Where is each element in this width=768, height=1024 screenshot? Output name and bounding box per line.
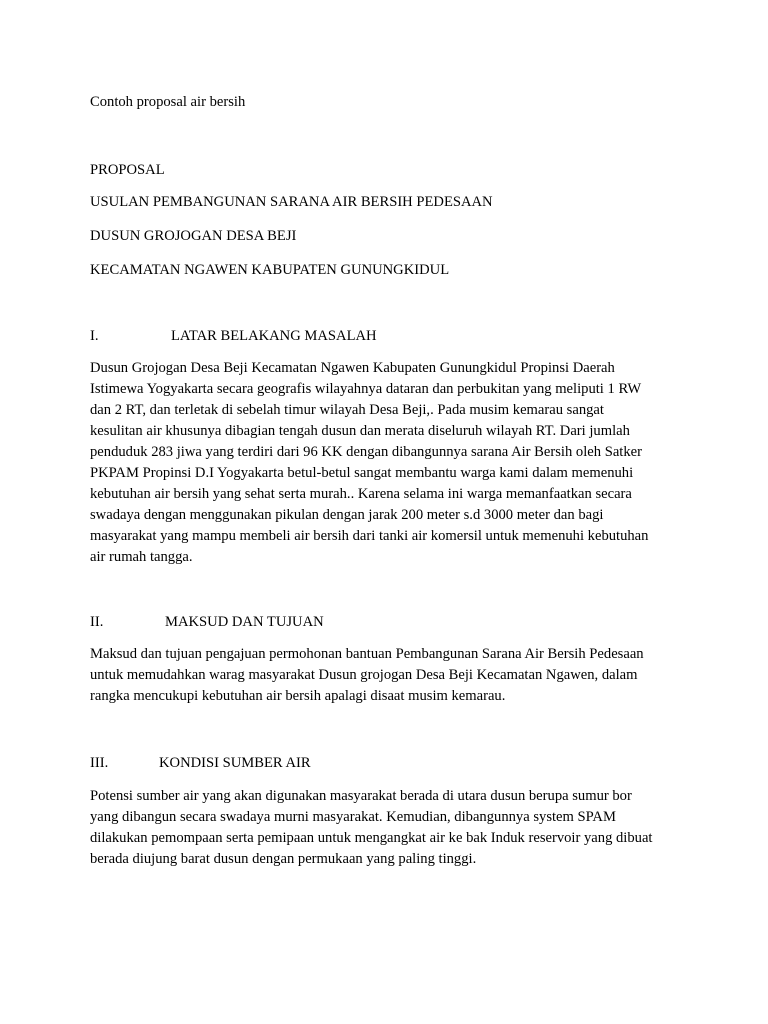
section-1-line: masyarakat yang mampu membeli air bersih dari tanki air komersil untuk memenuhi kebutuhan: [90, 528, 649, 544]
section-3-line: dilakukan pemompaan serta pemipaan untuk mengangkat air ke bak Induk reservoir yang dibuat: [90, 830, 653, 846]
section-1-line: swadaya dengan menggunakan pikulan dengan jarak 200 meter s.d 3000 meter dan bagi: [90, 507, 604, 523]
section-1-paragraph: [90, 358, 690, 568]
title-line-proposal: PROPOSAL: [90, 162, 165, 178]
title-line-usulan: USULAN PEMBANGUNAN SARANA AIR BERSIH PEDESAAN: [90, 194, 493, 210]
section-3-paragraph: [90, 786, 690, 870]
section-3-line: Potensi sumber air yang akan digunakan masyarakat berada di utara dusun berupa sumur bor: [90, 788, 632, 804]
document-subtitle: Contoh proposal air bersih: [90, 94, 246, 110]
title-line-dusun: DUSUN GROJOGAN DESA BEJI: [90, 228, 297, 244]
section-2-heading: MAKSUD DAN TUJUAN: [165, 614, 324, 630]
section-3-number: III.: [90, 755, 109, 771]
section-2-line: untuk memudahkan warag masyarakat Dusun grojogan Desa Beji Kecamatan Ngawen, dalam: [90, 667, 638, 683]
section-1-number: I.: [90, 328, 99, 344]
section-1-line: penduduk 283 jiwa yang terdiri dari 96 KK dengan dibangunnya sarana Air Bersih oleh Satker: [90, 444, 642, 460]
section-3-heading: KONDISI SUMBER AIR: [159, 755, 311, 771]
section-2-line: Maksud dan tujuan pengajuan permohonan bantuan Pembangunan Sarana Air Bersih Pedesaan: [90, 646, 644, 662]
section-3-line: berada diujung barat dusun dengan permukaan yang paling tinggi.: [90, 851, 477, 867]
title-line-kecamatan: KECAMATAN NGAWEN KABUPATEN GUNUNGKIDUL: [90, 262, 450, 278]
section-1-line: kesulitan air khusunya dibagian tengah dusun dan merata diseluruh wilayah RT. Dari jumlah: [90, 423, 630, 439]
section-1-line: Dusun Grojogan Desa Beji Kecamatan Ngawen Kabupaten Gunungkidul Propinsi Daerah: [90, 360, 615, 376]
section-1-line: kebutuhan air bersih yang sehat serta murah.. Karena selama ini warga memanfaatkan secara: [90, 486, 632, 502]
section-1-line: dan 2 RT, dan terletak di sebelah timur wilayah Desa Beji,. Pada musim kemarau sangat: [90, 402, 604, 418]
section-1-line: PKPAM Propinsi D.I Yogyakarta betul-betul sangat membantu warga kami dalam memenuhi: [90, 465, 634, 481]
section-1-heading: LATAR BELAKANG MASALAH: [171, 328, 377, 344]
section-1-line: Istimewa Yogyakarta secara geografis wilayahnya dataran dan perbukitan yang meliputi 1 RW: [90, 381, 642, 397]
section-2-paragraph: [90, 644, 690, 707]
section-2-line: rangka mencukupi kebutuhan air bersih apalagi disaat musim kemarau.: [90, 688, 506, 704]
section-1-line: air rumah tangga.: [90, 549, 193, 565]
section-2-number: II.: [90, 614, 104, 630]
section-3-line: yang dibangun secara swadaya murni masyarakat. Kemudian, dibangunnya system SPAM: [90, 809, 616, 825]
